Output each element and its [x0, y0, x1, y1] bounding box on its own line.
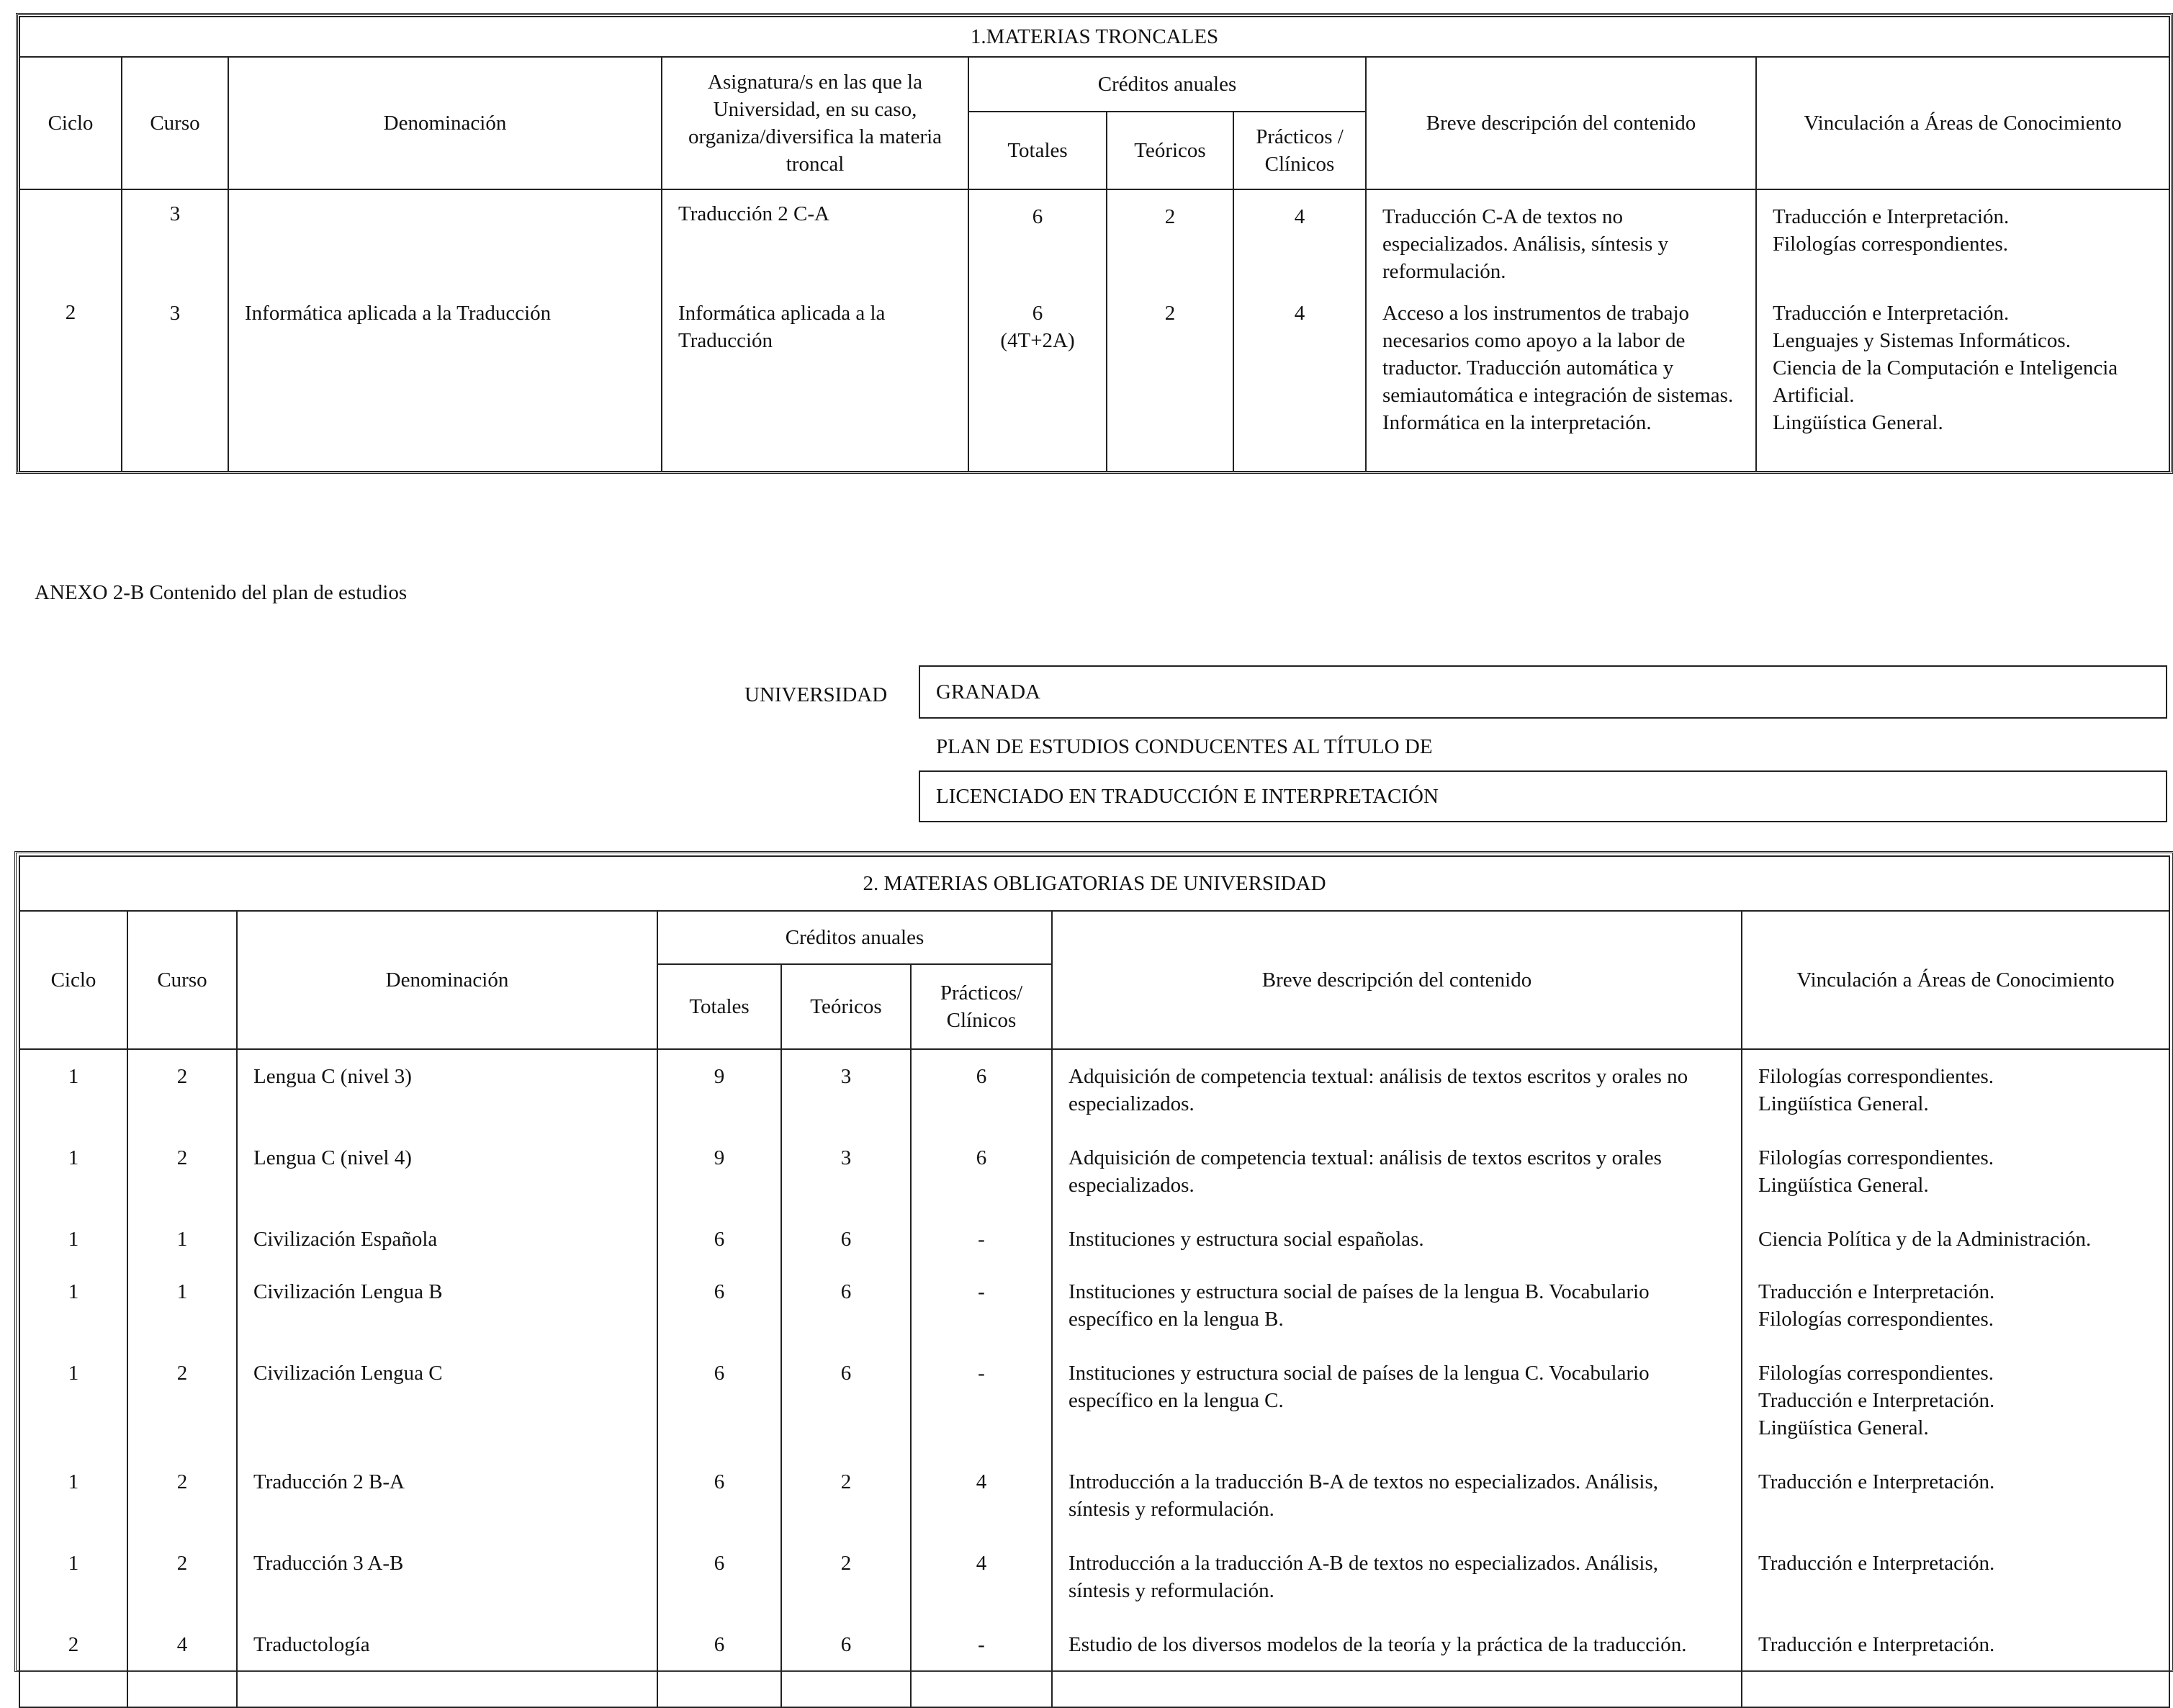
col-header-curso: Curso [122, 57, 228, 189]
cell-practicos: - [911, 1275, 1052, 1357]
cell-descripcion: Introducción a la traducción A-B de textos no especializados. Análisis, síntesis y reformulación. [1052, 1547, 1742, 1628]
cell-practicos: - [911, 1223, 1052, 1275]
cell-practicos: 4 [1233, 299, 1366, 472]
cell-ciclo [19, 189, 122, 299]
universidad-value: GRANADA [919, 665, 2167, 719]
cell-denominacion: Civilización Lengua C [237, 1357, 657, 1465]
cell-practicos: - [911, 1357, 1052, 1465]
cell-curso: 2 [127, 1357, 237, 1465]
cell-totales: 6 [657, 1223, 781, 1275]
plan-label: PLAN DE ESTUDIOS CONDUCENTES AL TÍTULO DE [936, 735, 1433, 758]
cell-vinculacion: Traducción e Interpretación. Lenguajes y Sistemas Informáticos. Ciencia de la Computación e Inteligencia Artificial. Lingüística General. [1756, 299, 2169, 472]
cell-denominacion [228, 189, 662, 299]
cell-denominacion: Informática aplicada a la Traducción [228, 299, 662, 472]
cell-descripcion: Traducción C-A de textos no especializados. Análisis, síntesis y reformulación. [1366, 189, 1756, 299]
cell-totales: 6 [657, 1275, 781, 1357]
cell-totales: 6 [657, 1547, 781, 1628]
cell-practicos: 4 [911, 1547, 1052, 1628]
table-row [19, 1357, 2169, 1465]
col-header-creditos: Créditos anuales [968, 57, 1366, 112]
col-header-vinculacion: Vinculación a Áreas de Conocimiento [1742, 911, 2169, 1049]
cell-teoricos: 2 [1107, 189, 1233, 299]
cell-practicos: 4 [911, 1465, 1052, 1547]
cell-teoricos: 2 [781, 1547, 911, 1628]
cell-teoricos: 6 [781, 1223, 911, 1275]
cell-totales: 9 [657, 1141, 781, 1223]
cell-vinculacion: Filologías correspondientes. Traducción e Interpretación. Lingüística General. [1742, 1357, 2169, 1465]
col-header-teoricos: Teóricos [781, 964, 911, 1049]
cell-descripcion: Adquisición de competencia textual: análisis de textos escritos y orales especializados. [1052, 1141, 1742, 1223]
cell-teoricos: 6 [781, 1628, 911, 1707]
col-header-descripcion: Breve descripción del contenido [1052, 911, 1742, 1049]
cell-totales: 6 [657, 1465, 781, 1547]
cell-teoricos: 6 [781, 1357, 911, 1465]
cell-teoricos: 6 [781, 1275, 911, 1357]
col-header-totales: Totales [968, 112, 1107, 189]
cell-descripcion: Adquisición de competencia textual: análisis de textos escritos y orales no especializados. [1052, 1049, 1742, 1141]
cell-ciclo: 2 [19, 1628, 127, 1707]
table-row [19, 1628, 2169, 1707]
cell-teoricos: 3 [781, 1141, 911, 1223]
table-row [19, 1049, 2169, 1141]
table-row [19, 1223, 2169, 1275]
cell-ciclo: 1 [19, 1223, 127, 1275]
cell-teoricos: 2 [1107, 299, 1233, 472]
cell-vinculacion: Filologías correspondientes. Lingüística General. [1742, 1049, 2169, 1141]
cell-denominacion: Traducción 2 B-A [237, 1465, 657, 1547]
cell-descripcion: Acceso a los instrumentos de trabajo necesarios como apoyo a la labor de traductor. Traducción automática y semiautomática e integración de sistemas. Informática en la interpretación. [1366, 299, 1756, 472]
cell-practicos: 4 [1233, 189, 1366, 299]
table-row [19, 1465, 2169, 1547]
col-header-practicos: Prácticos / Clínicos [1233, 112, 1366, 189]
cell-curso: 3 [122, 299, 228, 472]
col-header-ciclo: Ciclo [19, 57, 122, 189]
cell-denominacion: Traducción 3 A-B [237, 1547, 657, 1628]
cell-vinculacion: Traducción e Interpretación. [1742, 1547, 2169, 1628]
col-header-totales: Totales [657, 964, 781, 1049]
table-title: 2. MATERIAS OBLIGATORIAS DE UNIVERSIDAD [19, 856, 2169, 911]
col-header-creditos: Créditos anuales [657, 911, 1052, 964]
cell-descripcion: Instituciones y estructura social de países de la lengua B. Vocabulario específico en la lengua B. [1052, 1275, 1742, 1357]
cell-vinculacion: Filologías correspondientes. Lingüística General. [1742, 1141, 2169, 1223]
cell-ciclo: 1 [19, 1547, 127, 1628]
cell-totales: 6 [657, 1357, 781, 1465]
cell-ciclo: 2 [19, 299, 122, 472]
cell-descripcion: Instituciones y estructura social de países de la lengua C. Vocabulario específico en la lengua C. [1052, 1357, 1742, 1465]
cell-asignatura: Traducción 2 C-A [662, 189, 968, 299]
universidad-label: UNIVERSIDAD [744, 683, 888, 706]
cell-vinculacion: Traducción e Interpretación. Filologías correspondientes. [1742, 1275, 2169, 1357]
cell-ciclo: 1 [19, 1275, 127, 1357]
col-header-practicos: Prácticos/ Clínicos [911, 964, 1052, 1049]
cell-vinculacion: Traducción e Interpretación. [1742, 1465, 2169, 1547]
cell-ciclo: 1 [19, 1357, 127, 1465]
col-header-curso: Curso [127, 911, 237, 1049]
cell-teoricos: 3 [781, 1049, 911, 1141]
anexo-caption: ANEXO 2-B Contenido del plan de estudios [35, 581, 408, 604]
cell-practicos: 6 [911, 1049, 1052, 1141]
cell-descripcion: Introducción a la traducción B-A de textos no especializados. Análisis, síntesis y reformulación. [1052, 1465, 1742, 1547]
cell-teoricos: 2 [781, 1465, 911, 1547]
cell-vinculacion: Traducción e Interpretación. [1742, 1628, 2169, 1707]
cell-curso: 3 [122, 189, 228, 299]
cell-denominacion: Lengua C (nivel 4) [237, 1141, 657, 1223]
cell-descripcion: Instituciones y estructura social españolas. [1052, 1223, 1742, 1275]
cell-descripcion: Estudio de los diversos modelos de la teoría y la práctica de la traducción. [1052, 1628, 1742, 1707]
cell-vinculacion: Ciencia Política y de la Administración. [1742, 1223, 2169, 1275]
col-header-denominacion: Denominación [237, 911, 657, 1049]
cell-curso: 2 [127, 1141, 237, 1223]
cell-curso: 2 [127, 1547, 237, 1628]
col-header-denominacion: Denominación [228, 57, 662, 189]
col-header-teoricos: Teóricos [1107, 112, 1233, 189]
table-materias-obligatorias [19, 855, 2170, 1708]
cell-curso: 1 [127, 1223, 237, 1275]
cell-ciclo: 1 [19, 1141, 127, 1223]
table-title: 1.MATERIAS TRONCALES [19, 17, 2169, 57]
table-row [19, 1141, 2169, 1223]
cell-asignatura: Informática aplicada a la Traducción [662, 299, 968, 472]
cell-curso: 2 [127, 1465, 237, 1547]
cell-vinculacion: Traducción e Interpretación. Filologías correspondientes. [1756, 189, 2169, 299]
cell-curso: 1 [127, 1275, 237, 1357]
cell-denominacion: Traductología [237, 1628, 657, 1707]
cell-curso: 4 [127, 1628, 237, 1707]
cell-denominacion: Lengua C (nivel 3) [237, 1049, 657, 1141]
cell-totales: 6 [657, 1628, 781, 1707]
cell-denominacion: Civilización Española [237, 1223, 657, 1275]
col-header-asignatura: Asignatura/s en las que la Universidad, en su caso, organiza/diversifica la materia troncal [662, 57, 968, 189]
cell-ciclo: 1 [19, 1049, 127, 1141]
table-row [19, 1547, 2169, 1628]
cell-curso: 2 [127, 1049, 237, 1141]
col-header-descripcion: Breve descripción del contenido [1366, 57, 1756, 189]
cell-practicos: - [911, 1628, 1052, 1707]
cell-totales: 6 (4T+2A) [968, 299, 1107, 472]
cell-practicos: 6 [911, 1141, 1052, 1223]
cell-denominacion: Civilización Lengua B [237, 1275, 657, 1357]
table-materias-troncales [19, 16, 2170, 472]
cell-totales: 6 [968, 189, 1107, 299]
cell-ciclo: 1 [19, 1465, 127, 1547]
col-header-vinculacion: Vinculación a Áreas de Conocimiento [1756, 57, 2169, 189]
cell-totales: 9 [657, 1049, 781, 1141]
table-row [19, 1275, 2169, 1357]
col-header-ciclo: Ciclo [19, 911, 127, 1049]
titulo-value: LICENCIADO EN TRADUCCIÓN E INTERPRETACIÓN [919, 770, 2167, 822]
